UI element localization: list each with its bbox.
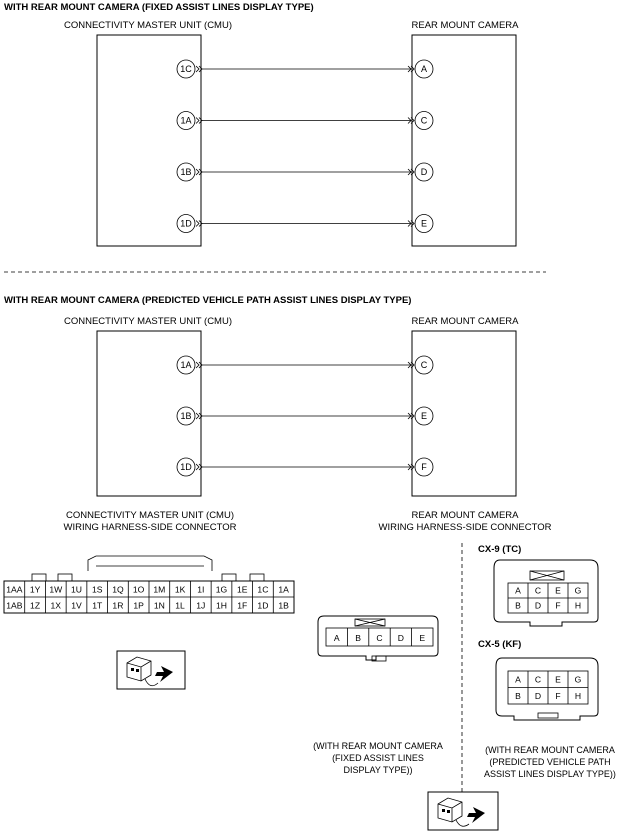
cmu-connector-face [4,556,294,613]
cmu-terminal: 1AA [6,584,23,595]
cmu-terminal: 1G [215,584,228,595]
cmu-terminal: 1H [216,600,227,611]
cmu-pin-label: 1D [180,462,192,473]
cmu-connector-view-icon [117,651,185,689]
cmu-terminal: 1E [236,584,248,595]
cmu-pin-label: 1D [180,218,192,229]
cmu-terminal: 1C [257,584,269,595]
cmu-terminal: 1P [133,600,144,611]
fixed-caption-2: (FIXED ASSIST LINES [332,753,424,763]
cmu-terminal: 1V [71,600,82,611]
cmu-connector-title-2: WIRING HARNESS-SIDE CONNECTOR [63,522,237,533]
camera-terminal: G [574,585,582,596]
section2-title: WITH REAR MOUNT CAMERA (PREDICTED VEHICLE PATH ASSIST LINES DISPLAY TYPE) [4,295,412,306]
cmu-terminal: 1Z [30,600,41,611]
cmu-terminal: 1R [112,600,124,611]
camera-terminal: E [555,585,561,596]
camera-terminal: C [376,633,383,643]
section1-camera-label: REAR MOUNT CAMERA [411,20,519,31]
cmu-terminal: 1S [91,584,103,595]
cmu-connector-tab [58,574,72,581]
section1-wire [177,215,433,233]
cmu-terminal: 1D [257,600,269,611]
camera-terminal: H [574,690,582,701]
cmu-pin-label: 1C [180,64,192,75]
camera-terminal: C [534,585,542,596]
cx5-label: CX-5 (KF) [478,639,522,650]
predicted-caption-3: ASSIST LINES DISPLAY TYPE)) [484,769,616,779]
cmu-connector-tab [222,574,236,581]
cmu-terminal: 1A [278,584,289,595]
cx9-connector-face [494,560,598,626]
camera-terminal: A [515,674,521,685]
camera-terminal: A [515,585,521,596]
cmu-terminal: 1O [132,584,145,595]
camera-pin-label: F [421,462,427,473]
cx9-label: CX-9 (TC) [478,544,522,555]
camera-connector-view-icon [428,792,498,830]
cmu-terminal: 1W [49,584,63,595]
camera-terminal: A [333,633,340,643]
camera-terminal: B [355,633,361,643]
cmu-terminal: 1L [175,600,185,611]
camera-connector-title-2: WIRING HARNESS-SIDE CONNECTOR [378,522,552,533]
cmu-terminal: 1U [71,584,82,595]
section2-wire [177,356,433,374]
cmu-connector-title-1: CONNECTIVITY MASTER UNIT (CMU) [65,510,235,521]
cmu-pin-label: 1B [180,167,192,178]
cmu-terminal: 1M [153,584,166,595]
camera-terminal: D [534,600,542,611]
camera-terminal: F [555,690,561,701]
cmu-connector-tab [250,574,264,581]
cmu-terminal: 1T [92,600,103,611]
cmu-connector-tab [32,574,46,581]
cmu-terminal: 1N [153,600,165,611]
cmu-connector-latch [88,556,212,571]
cmu-pin-label: 1A [180,115,192,126]
cmu-terminal: 1B [278,600,289,611]
camera-pin-label: C [420,115,428,126]
camera-terminal: G [574,674,582,685]
cmu-terminal: 1I [197,584,205,595]
cmu-terminal: 1Y [29,584,41,595]
section2-wire [177,407,433,425]
predicted-caption-2: (PREDICTED VEHICLE PATH [489,757,611,767]
fixed-camera-connector-face [318,616,438,661]
cmu-terminal: 1K [174,584,186,595]
camera-terminal: B [515,600,521,611]
camera-pin-label: C [420,360,428,371]
camera-terminal: D [397,633,405,643]
camera-terminal: C [534,674,542,685]
cmu-terminal: 1X [50,600,62,611]
section2-camera-label: REAR MOUNT CAMERA [411,316,519,327]
camera-terminal: E [419,633,426,643]
camera-terminal: D [534,690,542,701]
cmu-terminal: 1J [196,600,206,611]
section1-wire [177,60,433,78]
camera-terminal: F [555,600,561,611]
section1-wire [177,163,433,181]
section1-title: WITH REAR MOUNT CAMERA (FIXED ASSIST LINES DISPLAY TYPE) [4,2,314,13]
section1-cmu-label: CONNECTIVITY MASTER UNIT (CMU) [63,20,233,31]
fixed-caption-1: (WITH REAR MOUNT CAMERA [313,741,443,751]
camera-terminal: E [555,674,561,685]
cmu-terminal: 1AB [6,600,23,611]
camera-connector-title-1: REAR MOUNT CAMERA [411,510,519,521]
cmu-terminal: 1F [237,600,248,611]
camera-pin-label: E [420,411,428,422]
camera-pin-label: D [420,167,428,178]
predicted-caption-1: (WITH REAR MOUNT CAMERA [485,745,615,755]
section1-wires [177,60,433,233]
section2-wires [177,356,433,476]
camera-terminal: H [574,600,582,611]
cx5-connector-face [496,658,598,720]
section1-wire [177,112,433,130]
camera-pin-label: E [420,218,428,229]
section2-cmu-label: CONNECTIVITY MASTER UNIT (CMU) [63,316,233,327]
camera-pin-label: A [420,64,428,75]
cmu-terminal: 1Q [112,584,124,595]
fixed-caption-3: DISPLAY TYPE)) [343,765,413,775]
camera-terminal: B [515,690,521,701]
section2-wire [177,458,433,476]
cmu-pin-label: 1B [180,411,192,422]
cmu-pin-label: 1A [180,360,192,371]
